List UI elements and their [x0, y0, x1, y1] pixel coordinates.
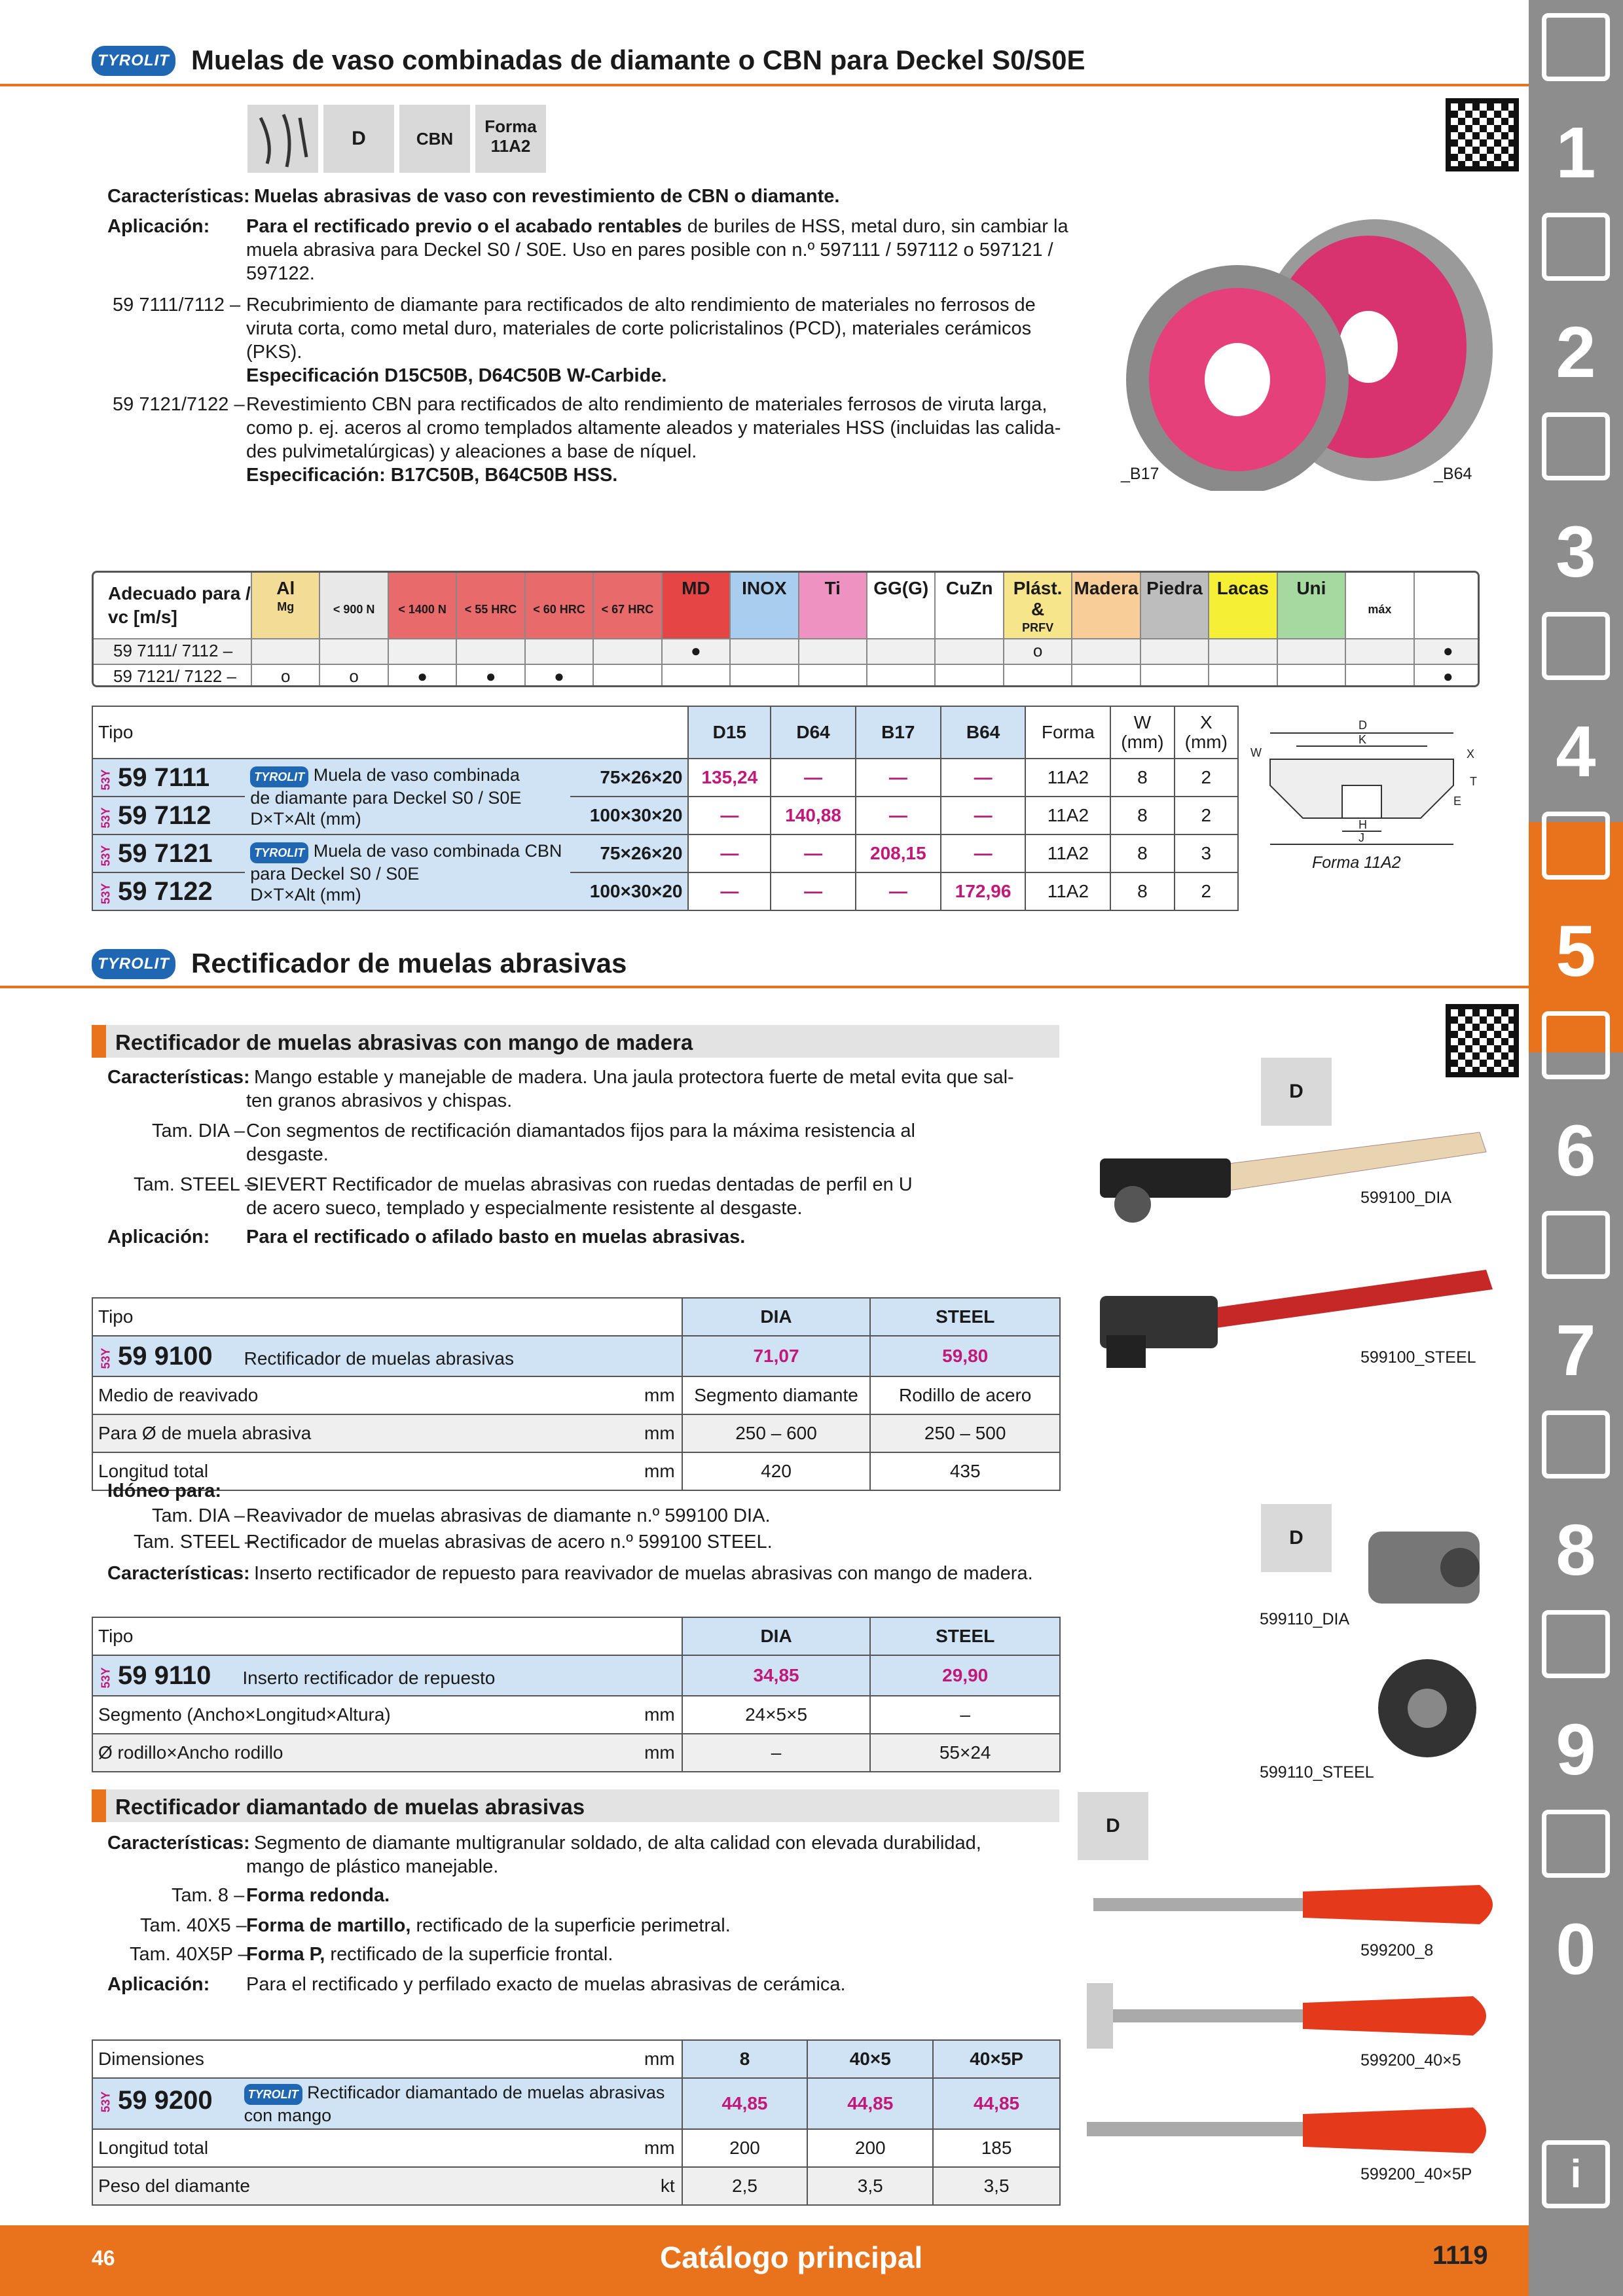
chapter-1-icon[interactable]	[1542, 13, 1610, 81]
suitability-table	[92, 571, 1480, 687]
chapter-number-7[interactable]: 7	[1556, 1310, 1596, 1391]
diagram-caption: Forma 11A2	[1312, 853, 1401, 872]
suit-mark	[1208, 664, 1276, 687]
table-599110: Tipo DIA STEEL 53Y 59 9110 Inserto rectificador de repuesto 34,85 29,90 Segmento (Ancho×Longitud×Altura) mm 24×5×5 – Ø rodillo×Ancho rodillo mm – 55×24	[92, 1617, 1061, 1772]
s1-caract-label: Características:	[107, 186, 250, 207]
cup-wheel-image	[1126, 190, 1493, 491]
sub2-t8-label: Tam. 8 –	[172, 1885, 245, 1906]
sub1-caract-label: Características:	[107, 1067, 250, 1088]
img-cap-599200-8: 599200_8	[1360, 1941, 1434, 1960]
th-d15: D15	[688, 706, 771, 759]
th-b64: B64	[941, 706, 1026, 759]
suit-col-17	[1413, 573, 1480, 638]
section2-title: Rectificador de muelas abrasivas	[191, 948, 627, 978]
sub2-t40p-text: Forma P, rectificado de la superficie frontal.	[246, 1944, 613, 1965]
footer-page-left: 46	[92, 2246, 115, 2270]
table-599100: Tipo DIA STEEL 53Y 59 9100 Rectificador de muelas abrasivas 71,07 59,80 Medio de reavivado mm Segmento diamante Rodillo de acero Para Ø de muela abrasiva mm 250 – 600 250 – 500 Longitud total mm 420 435	[92, 1297, 1061, 1491]
suit-mark	[798, 638, 866, 664]
s1-aplic-l1: de buriles de HSS, metal duro, sin cambiar la	[682, 216, 1068, 237]
img-cap-599110-dia: 599110_DIA	[1260, 1610, 1350, 1628]
suit-row1-label: 59 7111/ 7112 –	[113, 641, 233, 660]
caract2-label: Características:	[107, 1563, 250, 1584]
sub2-header: Rectificador diamantado de muelas abrasivas	[92, 1789, 1059, 1822]
tyrolit-logo-2: TYROLIT	[92, 949, 175, 979]
sub1-aplic-text: Para el rectificado o afilado basto en muelas abrasivas.	[246, 1227, 746, 1247]
suit-mark: o	[251, 664, 319, 687]
img-cap-599200-40x5: 599200_40×5	[1360, 2051, 1461, 2070]
sub2-aplic-text: Para el rectificado y perfilado exacto de muelas abrasivas de cerámica.	[246, 1974, 846, 1995]
suit-col-9: GG(G)	[866, 573, 934, 638]
suit-col-0: Al Mg	[251, 573, 319, 638]
qr-code-2	[1446, 1004, 1519, 1077]
suit-mark: ●	[661, 638, 729, 664]
diag-J: J	[1359, 831, 1364, 844]
suit-mark	[1140, 638, 1208, 664]
s1-r2-l3: des pulvimetalúrgicas) y aleaciones a base de níquel.	[246, 441, 697, 462]
suit-mark	[729, 664, 797, 687]
sub1-dia-l1: Con segmentos de rectificación diamantados fijos para la máxima resistencia al	[246, 1121, 915, 1141]
suit-mark: ●	[456, 664, 524, 687]
table-row: 53Y 59 7112 100×30×20 — 140,88 — — 11A2 8 2	[92, 797, 1238, 834]
img-cap-599110-steel: 599110_STEEL	[1260, 1763, 1374, 1782]
suit-col-8: Ti	[798, 573, 866, 638]
suit-mark	[1345, 638, 1413, 664]
sub2-t40p-label: Tam. 40X5P –	[130, 1944, 249, 1965]
suit-mark	[1345, 664, 1413, 687]
chapter-8-icon[interactable]	[1542, 1410, 1610, 1479]
suit-mark: ●	[1413, 664, 1480, 687]
footer-page-right: 1119	[1432, 2241, 1488, 2270]
dresser-599200-40x5-image	[1080, 1977, 1486, 2055]
steel-insert-image	[1362, 1656, 1493, 1761]
suit-mark	[593, 664, 661, 687]
suit-mark	[1277, 638, 1345, 664]
s1-r1-l2: viruta corta, como metal duro, materiales de corte policristalinos (PCD), materiales cerámicos	[246, 318, 1032, 339]
idoneo-dia-label: Tam. DIA –	[152, 1505, 245, 1526]
img-cap-599100-dia: 599100_DIA	[1360, 1189, 1452, 1207]
diag-E: E	[1453, 795, 1462, 808]
suit-mark	[1003, 664, 1071, 687]
sub1-header: Rectificador de muelas abrasivas con mango de madera	[92, 1025, 1059, 1058]
chapter-number-6[interactable]: 6	[1556, 1111, 1596, 1191]
suit-mark	[1071, 664, 1139, 687]
sub1-steel-l1: SIEVERT Rectificador de muelas abrasivas con ruedas dentadas de perfil en U	[246, 1174, 913, 1195]
chapter-9-icon[interactable]	[1542, 1610, 1610, 1678]
sub1-caract-l2: ten granos abrasivos y chispas.	[246, 1090, 513, 1111]
cup-wheel-table	[92, 706, 1239, 911]
table-row: 53Y 59 9110 Inserto rectificador de repuesto 34,85 29,90	[92, 1655, 1060, 1696]
suit-mark	[1277, 664, 1345, 687]
s1-r1-l3: (PKS).	[246, 342, 302, 363]
sub2-aplic-label: Aplicación:	[107, 1974, 210, 1995]
qr-code-1	[1446, 98, 1519, 171]
dresser-599200-8-image	[1087, 1872, 1493, 1937]
sub2-caract-l2: mango de plástico manejable.	[246, 1856, 499, 1877]
badge-d-insert: D	[1261, 1504, 1332, 1572]
suit-col-13: Piedra	[1140, 573, 1208, 638]
diag-W: W	[1250, 746, 1262, 759]
badge-d-diamond-dresser: D	[1078, 1792, 1148, 1860]
sub2-caract-label: Características:	[107, 1833, 250, 1854]
chapter-number-3[interactable]: 3	[1556, 512, 1596, 592]
table-row: 53Y 59 9200 TYROLIT Rectificador diamantado de muelas abrasivas con mango 44,85 44,85 44,85	[92, 2078, 1060, 2129]
s1-aplic-line1	[246, 216, 1068, 238]
sub2-caract-l1: Segmento de diamante multigranular soldado, de alta calidad con elevada durabilidad,	[254, 1833, 981, 1854]
suit-col-6: MD	[661, 573, 729, 638]
img-cap-b64: _B64	[1434, 465, 1472, 483]
suit-mark: ●	[524, 664, 593, 687]
chapter-i-icon[interactable]	[1542, 2140, 1610, 2208]
s1-r2-l2: como p. ej. aceros al cromo templados altamente aleados y materiales HSS (incluidas las calida-	[246, 418, 1061, 439]
idoneo-steel-text: Rectificador de muelas abrasivas de acero n.º 599100 STEEL.	[246, 1532, 773, 1552]
badge-d: D	[323, 105, 394, 173]
chapter-6-icon[interactable]	[1542, 1011, 1610, 1079]
sub1-caract-l1: Mango estable y manejable de madera. Una jaula protectora fuerte de metal evita que sal-	[254, 1067, 1014, 1088]
suit-mark	[319, 638, 387, 664]
diag-H: H	[1359, 818, 1367, 831]
chapter-number-8[interactable]: 8	[1556, 1510, 1596, 1590]
table-row: 53Y 59 7111 TYROLIT Muela de vaso combinada de diamante para Deckel S0 / S0E D×T×Alt (mm) 75×26×20 135,24 — — — 11A2 8 2	[92, 759, 1238, 797]
s1-r1-spec: Especificación D15C50B, D64C50B W-Carbide.	[246, 365, 667, 386]
s1-aplic-bold: Para el rectificado previo o el acabado rentables	[246, 216, 682, 237]
s1-aplic-label: Aplicación:	[107, 216, 210, 237]
s1-r1-l1: Recubrimiento de diamante para rectificados de alto rendimiento de materiales no ferrosos de	[246, 295, 1036, 315]
sub1-dia-l2: desgaste.	[246, 1144, 329, 1165]
th-forma: Forma	[1025, 706, 1110, 759]
suit-mark	[456, 638, 524, 664]
suit-col-15: Uni	[1277, 573, 1345, 638]
table-row: 53Y 59 7122 100×30×20 — — — 172,96 11A2 8 2	[92, 872, 1238, 910]
suit-mark	[1140, 664, 1208, 687]
dresser-599200-40x5p-image	[1080, 2094, 1486, 2166]
chapter-number-4[interactable]: 4	[1556, 711, 1596, 792]
chapter-number-5[interactable]: 5	[1556, 911, 1596, 992]
th-b17: B17	[856, 706, 941, 759]
badge-d-dresser: D	[1261, 1058, 1332, 1126]
chapter-number-0[interactable]: 0	[1556, 1909, 1596, 1990]
chapter-number-1[interactable]: 1	[1556, 113, 1596, 193]
suit-mark	[388, 638, 456, 664]
chapter-number-2[interactable]: 2	[1556, 312, 1596, 393]
suit-col-12: Madera	[1071, 573, 1139, 638]
suit-mark	[524, 638, 593, 664]
th-w: W (mm)	[1110, 706, 1174, 759]
img-cap-b17: _B17	[1121, 465, 1159, 483]
caract2-text: Inserto rectificador de repuesto para reavivador de muelas abrasivas con mango de madera.	[254, 1563, 1033, 1584]
suit-mark: ●	[388, 664, 456, 687]
suit-col-14: Lacas	[1208, 573, 1276, 638]
sub2-t40-label: Tam. 40X5 –	[140, 1915, 247, 1936]
idoneo-dia-text: Reavivador de muelas abrasivas de diamante n.º 599100 DIA.	[246, 1505, 771, 1526]
sub1-steel-label: Tam. STEEL –	[134, 1174, 255, 1195]
badge-forma: Forma 11A2	[475, 105, 546, 173]
suit-col-7: INOX	[729, 573, 797, 638]
img-cap-599200-40x5p: 599200_40×5P	[1360, 2165, 1472, 2183]
s1-r2-label: 59 7121/7122 –	[113, 394, 245, 415]
diag-T: T	[1470, 775, 1477, 788]
suit-mark	[1071, 638, 1139, 664]
diag-X: X	[1467, 747, 1475, 761]
diag-D: D	[1359, 719, 1367, 732]
diag-K: K	[1359, 733, 1367, 746]
badge-cbn: CBN	[399, 105, 470, 173]
grinding-icon	[247, 105, 318, 173]
suit-col-16: máx	[1345, 573, 1413, 638]
s1-aplic-l2: muela abrasiva para Deckel S0 / S0E. Uso en pares posible con n.º 597111 / 597112 o 597121 /	[246, 240, 1053, 260]
th-x: X (mm)	[1175, 706, 1238, 759]
idoneo-label: Idóneo para:	[107, 1480, 222, 1501]
table-row: 53Y 59 7121 TYROLIT Muela de vaso combinada CBN para Deckel S0 / S0E D×T×Alt (mm) 75×26×20 — — 208,15 — 11A2 8 3	[92, 834, 1238, 872]
th-tipo: Tipo	[92, 706, 688, 759]
chapter-2-icon[interactable]	[1542, 213, 1610, 281]
chapter-number-9[interactable]: 9	[1556, 1710, 1596, 1790]
suit-mark	[798, 664, 866, 687]
suit-col-3: < 55 HRC	[456, 573, 524, 638]
suit-col-5: < 67 HRC	[593, 573, 661, 638]
suit-head-1: Adecuado para /	[108, 583, 251, 603]
suit-mark	[866, 638, 934, 664]
s1-r1-label: 59 7111/7112 –	[113, 295, 241, 315]
suit-mark	[593, 638, 661, 664]
sub2-t40-text: Forma de martillo, rectificado de la superficie perimetral.	[246, 1915, 731, 1936]
section1-title: Muelas de vaso combinadas de diamante o CBN para Deckel S0/S0E	[191, 45, 1085, 75]
s1-r2-spec: Especificación: B17C50B, B64C50B HSS.	[246, 465, 618, 486]
suit-mark	[1208, 638, 1276, 664]
sub1-steel-l2: de acero sueco, templado y especialmente resistente al desgaste.	[246, 1198, 803, 1219]
img-cap-599100-steel: 599100_STEEL	[1360, 1348, 1476, 1367]
suit-col-4: < 60 HRC	[524, 573, 593, 638]
suit-col-2: < 1400 N	[388, 573, 456, 638]
suit-col-11: Plást. & PRFV	[1003, 573, 1071, 638]
suit-col-10: CuZn	[934, 573, 1002, 638]
idoneo-steel-label: Tam. STEEL –	[134, 1532, 255, 1552]
sub1-dia-label: Tam. DIA –	[152, 1121, 245, 1141]
s1-r2-l1: Revestimiento CBN para rectificados de alto rendimiento de materiales ferrosos de viruta larga,	[246, 394, 1048, 415]
chapter-0-icon[interactable]	[1542, 1810, 1610, 1878]
wood-handle-dresser-image	[1087, 1106, 1493, 1237]
suit-mark	[251, 638, 319, 664]
table-599200: Dimensiones mm 8 40×5 40×5P 53Y 59 9200 TYROLIT Rectificador diamantado de muelas abrasivas con mango 44,85 44,85 44,85 Longitud total mm 200 200 185 Peso del diamante kt 2,5 3,5 3,5	[92, 2039, 1061, 2206]
chapter-4-icon[interactable]	[1542, 612, 1610, 680]
suit-mark	[934, 664, 1002, 687]
chapter-5-icon[interactable]	[1542, 812, 1610, 880]
dia-insert-image	[1362, 1518, 1493, 1610]
forma-11a2-diagram	[1244, 713, 1493, 870]
sub2-t8-text: Forma redonda.	[246, 1885, 390, 1906]
tyrolit-logo: TYROLIT	[92, 46, 175, 76]
suit-mark	[934, 638, 1002, 664]
chapter-3-icon[interactable]	[1542, 412, 1610, 480]
suit-mark: o	[319, 664, 387, 687]
table-row: 53Y 59 9100 Rectificador de muelas abrasivas 71,07 59,80	[92, 1336, 1060, 1376]
suit-mark	[661, 664, 729, 687]
suit-mark: ●	[1413, 638, 1480, 664]
th-d64: D64	[771, 706, 856, 759]
s1-aplic-l3: 597122.	[246, 263, 315, 284]
suit-col-1: < 900 N	[319, 573, 387, 638]
suit-head-2: vc [m/s]	[108, 607, 177, 627]
suit-mark	[866, 664, 934, 687]
suit-mark	[729, 638, 797, 664]
suit-mark: o	[1003, 638, 1071, 664]
footer-title: Catálogo principal	[660, 2240, 923, 2274]
sub1-aplic-label: Aplicación:	[107, 1227, 210, 1247]
chapter-info-label: i	[1570, 2152, 1582, 2196]
s1-caract-text: Muelas abrasivas de vaso con revestimiento de CBN o diamante.	[254, 186, 840, 207]
suit-row2-label: 59 7121/ 7122 –	[113, 666, 236, 686]
chapter-7-icon[interactable]	[1542, 1211, 1610, 1279]
